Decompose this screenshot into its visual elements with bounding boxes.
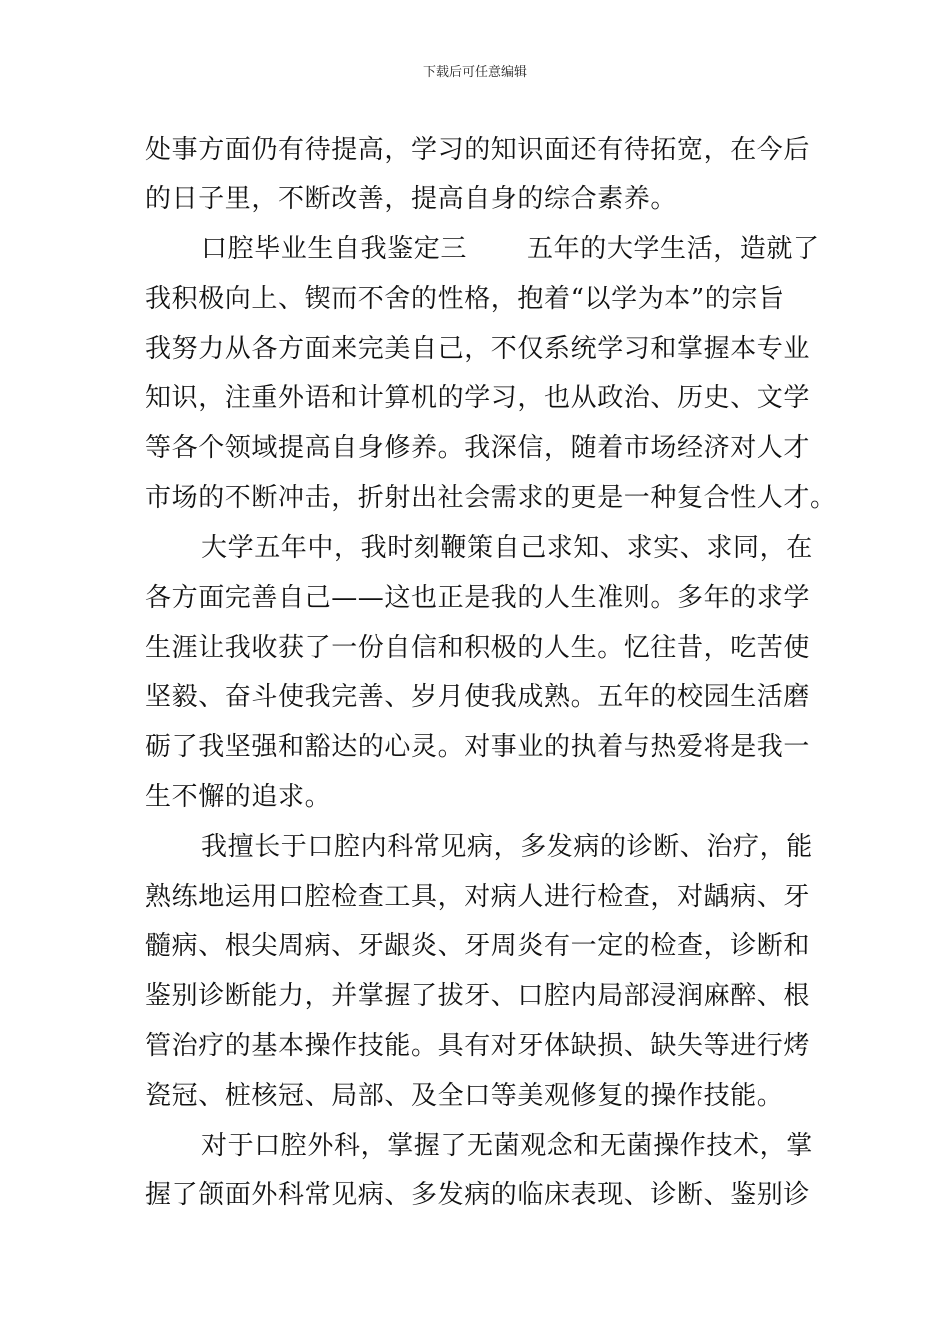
text-line: 知识，注重外语和计算机的学习，也从政治、历史、文学 <box>145 383 811 413</box>
text-line: 大学五年中，我时刻鞭策自己求知、求实、求同，在 <box>201 533 813 563</box>
page-header: 下载后可任意编辑 <box>422 65 527 80</box>
text-line: 处事方面仍有待提高，学习的知识面还有待拓宽，在今后 <box>145 135 811 165</box>
text-line: 鉴别诊断能力，并掌握了拔牙、口腔内局部浸润麻醉、根 <box>145 981 811 1011</box>
text-line: 髓病、根尖周病、牙龈炎、牙周炎有一定的检查，诊断和 <box>145 931 811 961</box>
text-line: 生不懈的追求。 <box>145 782 332 812</box>
text-line: 等各个领域提高自身修养。我深信，随着市场经济对人才 <box>145 433 811 463</box>
text-line: 坚毅、奋斗使我完善、岁月使我成熟。五年的校园生活磨 <box>145 682 811 712</box>
section-heading-line <box>201 231 820 267</box>
text-line: 的日子里，不断改善，提高自身的综合素养。 <box>145 184 678 214</box>
text-line: 管治疗的基本操作技能。具有对牙体缺损、缺失等进行烤 <box>145 1031 811 1061</box>
text-line: 我擅长于口腔内科常见病，多发病的诊断、治疗，能 <box>201 832 813 862</box>
text-run: 五年的大学生活，造就了 <box>527 234 820 264</box>
text-line: 我努力从各方面来完美自己，不仅系统学习和掌握本专业 <box>145 334 811 364</box>
text-line: 砺了我坚强和豁达的心灵。对事业的执着与热爱将是我一 <box>145 732 811 762</box>
text-line: 熟练地运用口腔检查工具，对病人进行检查，对龋病、牙 <box>145 882 811 912</box>
text-line: 对于口腔外科，掌握了无菌观念和无菌操作技术，掌 <box>201 1131 813 1161</box>
section-title: 口腔毕业生自我鉴定三 <box>201 234 468 264</box>
text-line: 各方面完善自己——这也正是我的人生准则。多年的求学 <box>145 583 811 613</box>
text-line: 生涯让我收获了一份自信和积极的人生。忆往昔，吃苦使 <box>145 633 811 663</box>
text-line: 握了颌面外科常见病、多发病的临床表现、诊断、鉴别诊 <box>145 1180 811 1210</box>
text-line: 我积极向上、锲而不舍的性格，抱着“以学为本”的宗旨 <box>145 284 785 314</box>
text-line: 市场的不断冲击，折射出社会需求的更是一种复合性人才。 <box>145 483 837 513</box>
text-line: 瓷冠、桩核冠、局部、及全口等美观修复的操作技能。 <box>145 1081 784 1111</box>
